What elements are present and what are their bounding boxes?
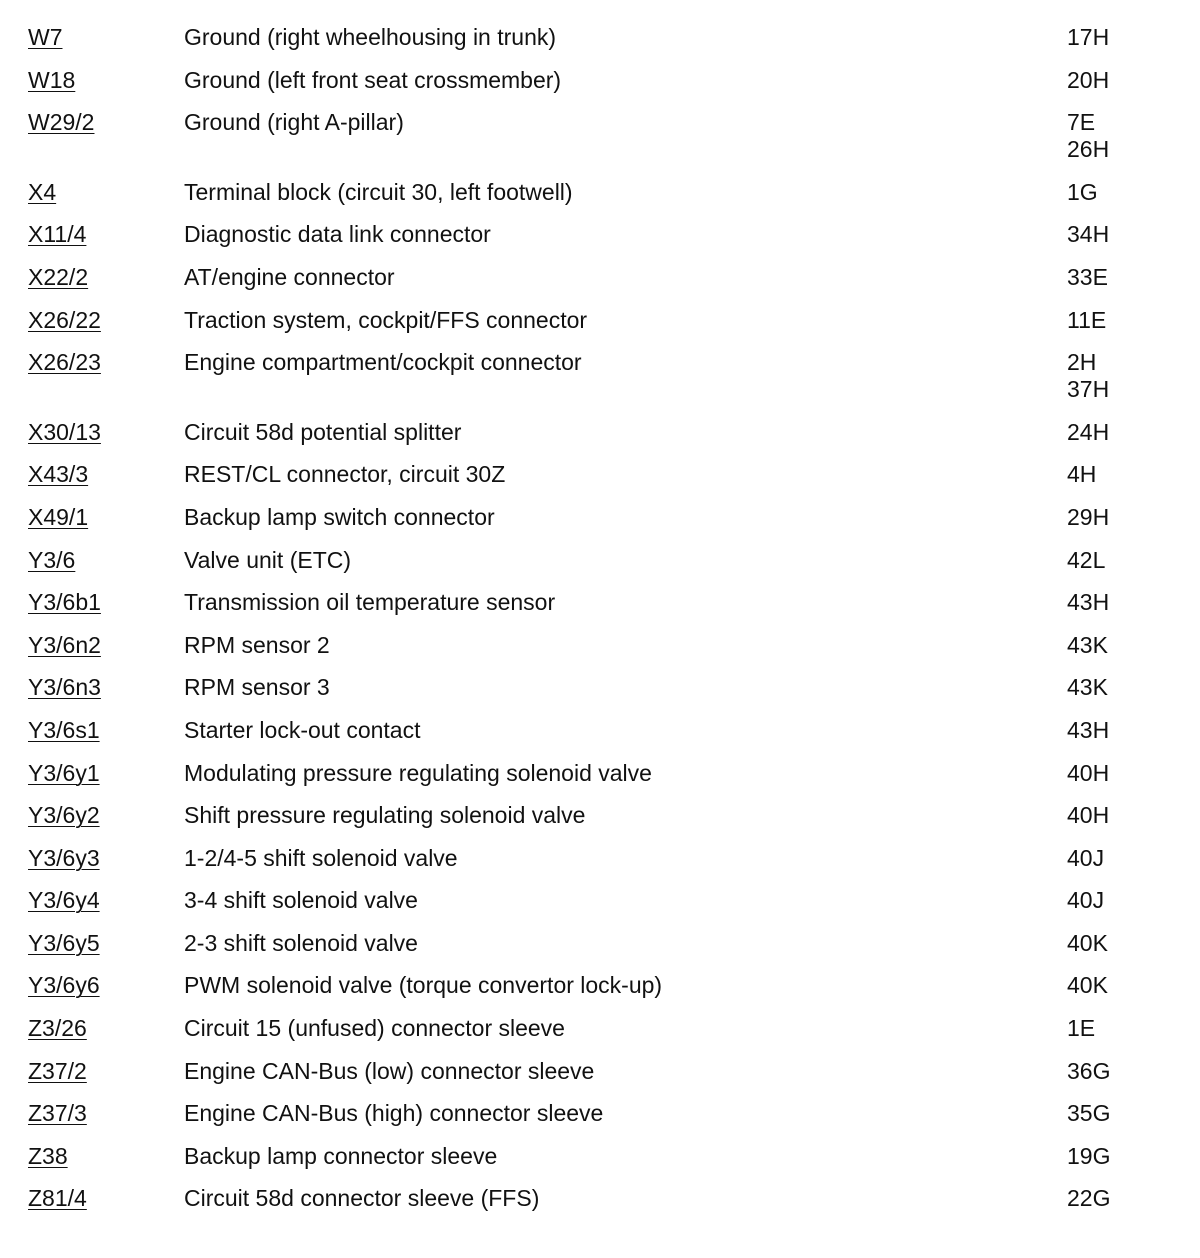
component-code-cell [28,67,184,94]
table-row [28,1143,1168,1170]
grid-location: 1E [1067,1015,1096,1042]
component-code-link[interactable]: Z37/2 [28,1057,87,1084]
component-description: Backup lamp switch connector [184,503,495,530]
component-description: Valve unit (ETC) [184,546,352,573]
table-row [28,461,1168,488]
component-code-link[interactable]: X22/2 [28,263,89,290]
component-description: 2-3 shift solenoid valve [184,929,418,956]
grid-location: 40K [1067,972,1108,999]
table-row [28,264,1168,291]
grid-location: 11E [1067,306,1107,333]
grid-location: 7E [1067,109,1096,136]
component-code-link[interactable]: X26/22 [28,306,101,333]
component-description: 1-2/4-5 shift solenoid valve [184,844,458,871]
component-code-cell [28,419,184,446]
component-description: Diagnostic data link connector [184,221,491,248]
component-code-cell [28,504,184,531]
component-description: Traction system, cockpit/FFS connector [184,306,588,333]
component-location-table [28,24,1168,1228]
location-cell [1067,845,1168,872]
component-code-cell [28,674,184,701]
component-description: Engine CAN-Bus (high) connector sleeve [184,1100,604,1127]
component-code-link[interactable]: Y3/6n2 [28,631,101,658]
component-code-link[interactable]: Y3/6y4 [28,887,100,914]
component-description: Circuit 15 (unfused) connector sleeve [184,1015,565,1042]
grid-location: 40H [1067,802,1110,829]
component-code-link[interactable]: Y3/6y1 [28,759,100,786]
grid-location: 1G [1067,178,1098,205]
table-row [28,547,1168,574]
location-cell [1067,1100,1168,1127]
component-code-link[interactable]: Y3/6y5 [28,929,100,956]
location-cell [1067,1015,1168,1042]
component-description: RPM sensor 3 [184,674,330,701]
component-code-cell [28,109,184,136]
grid-location: 24H [1067,418,1110,445]
grid-location: 35G [1067,1100,1111,1127]
component-description: Backup lamp connector sleeve [184,1142,498,1169]
component-description: Circuit 58d connector sleeve (FFS) [184,1185,540,1212]
component-code-cell [28,307,184,334]
grid-location: 34H [1067,221,1110,248]
table-row [28,504,1168,531]
table-row [28,1015,1168,1042]
location-cell [1067,972,1168,999]
grid-location: 20H [1067,66,1110,93]
component-code-cell [28,1058,184,1085]
location-cell [1067,504,1168,531]
grid-location: 33E [1067,263,1108,290]
grid-location: 40J [1067,844,1105,871]
table-row [28,717,1168,744]
grid-location: 36G [1067,1057,1111,1084]
location-cell [1067,674,1168,701]
table-row [28,887,1168,914]
location-cell [1067,589,1168,616]
table-row [28,930,1168,957]
component-description: Ground (left front seat crossmember) [184,66,562,93]
location-cell [1067,419,1168,446]
location-cell [1067,179,1168,206]
component-code-link[interactable]: Y3/6 [28,546,76,573]
component-code-cell [28,24,184,51]
component-code-cell [28,221,184,248]
component-code-cell [28,264,184,291]
location-cell [1067,930,1168,957]
grid-location: 40J [1067,887,1105,914]
component-code-link[interactable]: W18 [28,66,76,93]
table-row [28,845,1168,872]
component-description: Ground (right A-pillar) [184,109,404,136]
table-row [28,307,1168,334]
component-description: PWM solenoid valve (torque convertor lock-up) [184,972,663,999]
component-code-cell [28,589,184,616]
location-cell [1067,632,1168,659]
component-code-cell [28,760,184,787]
grid-location: 29H [1067,503,1110,530]
component-code-cell [28,547,184,574]
grid-location: 4H [1067,461,1097,488]
component-code-link[interactable]: X11/4 [28,221,87,248]
table-row [28,1185,1168,1212]
table-row [28,760,1168,787]
grid-location: 40K [1067,929,1108,956]
component-code-link[interactable]: W7 [28,24,63,50]
component-code-cell [28,887,184,914]
location-cell [1067,1143,1168,1170]
component-description: Engine CAN-Bus (low) connector sleeve [184,1057,595,1084]
table-row [28,972,1168,999]
grid-location: 43K [1067,674,1108,701]
location-cell [1067,547,1168,574]
grid-location: 43K [1067,631,1108,658]
table-row [28,179,1168,206]
component-code-cell [28,1100,184,1127]
component-code-cell [28,349,184,376]
component-code-cell [28,1185,184,1212]
grid-location: 22G [1067,1185,1111,1212]
component-description: Terminal block (circuit 30, left footwell) [184,178,573,205]
grid-location: 42L [1067,546,1106,573]
grid-location: 40H [1067,759,1110,786]
component-code-link[interactable]: Y3/6y6 [28,972,100,999]
component-description: Modulating pressure regulating solenoid valve [184,759,652,786]
component-code-link[interactable]: Y3/6s1 [28,716,100,743]
location-cell [1067,1185,1168,1212]
location-cell [1067,349,1168,403]
table-row [28,802,1168,829]
table-row [28,674,1168,701]
component-code-cell [28,179,184,206]
component-description: AT/engine connector [184,263,395,290]
component-description: REST/CL connector, circuit 30Z [184,461,506,488]
grid-location: 17H [1067,24,1110,50]
grid-location: 37H [1067,376,1110,403]
component-code-link[interactable]: Y3/6y2 [28,802,100,829]
location-cell [1067,802,1168,829]
table-row [28,221,1168,248]
component-description: 3-4 shift solenoid valve [184,887,418,914]
component-description: Engine compartment/cockpit connector [184,349,582,376]
grid-location: 43H [1067,589,1110,616]
component-code-link[interactable]: Y3/6y3 [28,844,100,871]
table-row [28,349,1168,403]
component-code-cell [28,632,184,659]
table-row [28,67,1168,94]
table-row [28,632,1168,659]
component-description: Starter lock-out contact [184,716,421,743]
component-code-link[interactable]: Y3/6b1 [28,589,101,616]
grid-location: 26H [1067,136,1110,163]
component-code-cell [28,930,184,957]
component-description: Shift pressure regulating solenoid valve [184,802,586,829]
component-code-cell [28,717,184,744]
location-cell [1067,24,1168,51]
component-code-link[interactable]: X43/3 [28,461,89,488]
component-code-link[interactable]: Z37/3 [28,1100,87,1127]
location-cell [1067,461,1168,488]
location-cell [1067,717,1168,744]
grid-location: 19G [1067,1142,1111,1169]
table-row [28,24,1168,51]
grid-location: 43H [1067,716,1110,743]
location-cell [1067,109,1168,163]
table-row [28,1058,1168,1085]
component-code-link[interactable]: X4 [28,178,57,205]
component-code-cell [28,802,184,829]
table-row [28,589,1168,616]
component-code-link[interactable]: W29/2 [28,109,95,136]
table-row [28,419,1168,446]
component-code-link[interactable]: X30/13 [28,418,101,445]
component-code-cell [28,1143,184,1170]
location-cell [1067,221,1168,248]
component-description: Circuit 58d potential splitter [184,418,462,445]
component-code-cell [28,972,184,999]
component-description: Ground (right wheelhousing in trunk) [184,24,557,50]
component-description: Transmission oil temperature sensor [184,589,556,616]
location-cell [1067,67,1168,94]
component-description: RPM sensor 2 [184,631,330,658]
location-cell [1067,887,1168,914]
component-code-cell [28,845,184,872]
component-code-cell [28,1015,184,1042]
location-cell [1067,1058,1168,1085]
component-code-link[interactable]: Y3/6n3 [28,674,101,701]
table-row [28,109,1168,163]
component-code-cell [28,461,184,488]
location-cell [1067,307,1168,334]
component-code-link[interactable]: Z38 [28,1142,68,1169]
table-row [28,1100,1168,1127]
grid-location: 2H [1067,349,1097,376]
location-cell [1067,264,1168,291]
component-code-link[interactable]: X26/23 [28,349,101,376]
location-cell [1067,760,1168,787]
component-code-link[interactable]: X49/1 [28,503,89,530]
component-code-link[interactable]: Z3/26 [28,1015,87,1042]
component-code-link[interactable]: Z81/4 [28,1185,87,1212]
